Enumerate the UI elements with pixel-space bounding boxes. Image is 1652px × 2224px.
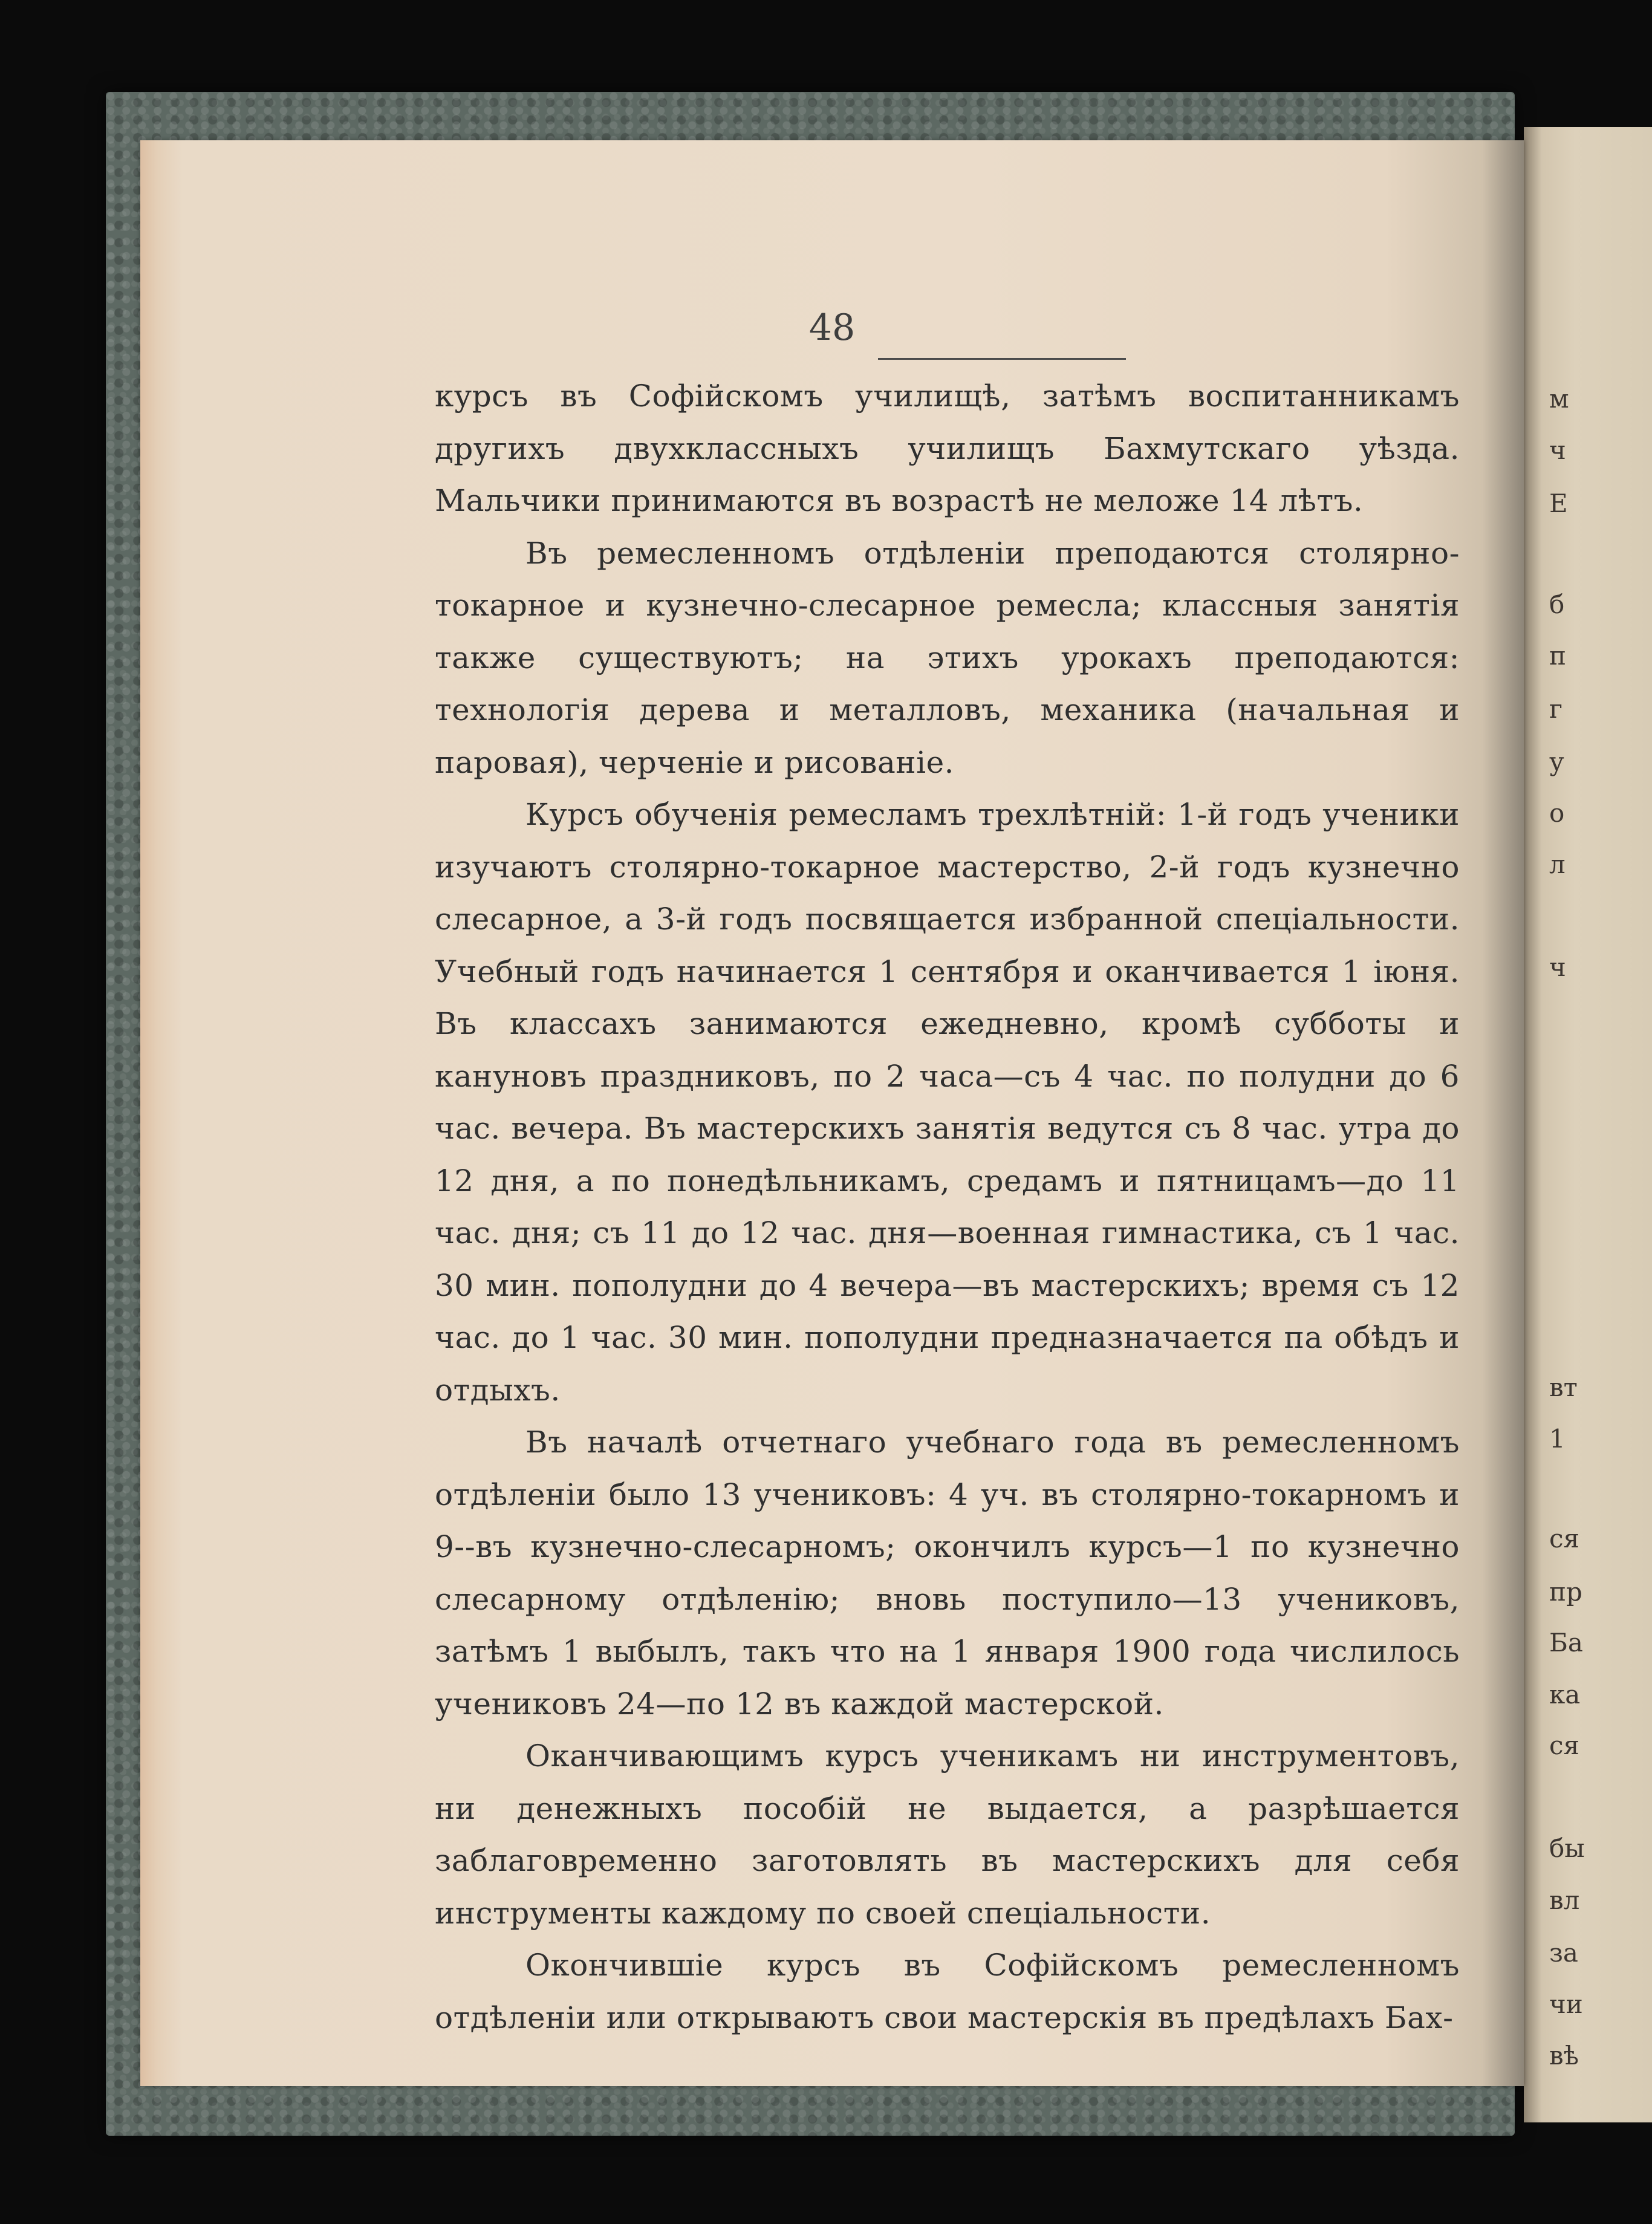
next-page-fragment: п (1549, 641, 1566, 671)
next-page-fragment: г (1549, 694, 1563, 724)
paragraph: Въ началѣ отчетнаго учебнаго года въ ремесленномъ отдѣленіи было 13 учениковъ: 4 уч. въ столярно-токарномъ и 9--въ кузнечно-слесарномъ; окончилъ курсъ—1 по кузнечно слесарному отдѣленію; вновь поступило—13 учениковъ, затѣмъ 1 выбылъ, такъ что на 1 января 1900 года числилось учениковъ 24—по 12 въ каждой мастерской. (435, 1425, 1460, 1722)
next-page-fragment: м (1549, 384, 1569, 414)
next-page-fragment: у (1549, 747, 1564, 776)
next-page-fragment: б (1549, 590, 1565, 619)
next-page-edge (1524, 127, 1652, 2122)
next-page-fragment: бы (1549, 1833, 1585, 1863)
header-rule (878, 358, 1126, 360)
next-page-fragment: Ба (1549, 1628, 1583, 1657)
paragraph: Въ ремесленномъ отдѣленіи преподаются столярно-токарное и кузнечно-слесарное ремесла; классныя занятія также существуютъ; на этихъ урокахъ преподаются: технологія дерева и металловъ, механика (начальная и паровая), черченіе и рисованіе. (435, 535, 1460, 780)
next-page-fragment: за (1549, 1938, 1578, 1968)
paragraph: Окончившіе курсъ въ Софійскомъ ремесленномъ отдѣленіи или открываютъ свои мастерскія въ предѣлахъ Бах- (435, 1948, 1460, 2035)
next-page-fragment: вл (1549, 1885, 1580, 1915)
page-body (435, 370, 1460, 2044)
paragraph: курсъ въ Софійскомъ училищѣ, затѣмъ воспитанникамъ другихъ двухклассныхъ училищъ Бахмутскаго уѣзда. Мальчики принимаются въ возрастѣ не меложе 14 лѣтъ. (435, 379, 1460, 518)
next-page-fragment: ч (1549, 435, 1566, 465)
next-page-fragment: ся (1549, 1524, 1580, 1553)
next-page-fragment: л (1549, 850, 1566, 879)
next-page-fragment: о (1549, 798, 1565, 828)
next-page-fragment: ка (1549, 1680, 1581, 1709)
page-number: 48 (808, 307, 856, 349)
next-page-fragment: ся (1549, 1731, 1580, 1760)
next-page-fragment: 1 (1549, 1424, 1566, 1454)
next-page-fragment: ч (1549, 952, 1566, 982)
book-page (140, 140, 1524, 2086)
next-page-fragment: вт (1549, 1373, 1578, 1402)
next-page-fragment: Е (1549, 489, 1568, 518)
next-page-fragment: пр (1549, 1577, 1582, 1607)
paragraph: Курсъ обученія ремесламъ трехлѣтній: 1-й годъ ученики изучаютъ столярно-токарное мастерство, 2-й годъ кузнечно слесарное, а 3-й годъ посвящается избранной спеціальности. Учебный годъ начинается 1 сентября и оканчивается 1 іюня. Въ классахъ занимаются ежедневно, кромѣ субботы и кануновъ праздниковъ, по 2 часа—съ 4 час. по полудни до 6 час. вечера. Въ мастерскихъ занятія ведутся съ 8 час. утра до 12 дня, а по понедѣльникамъ, средамъ и пятницамъ—до 11 час. дня; съ 11 до 12 час. дня—военная гимнастика, съ 1 час. 30 мин. пополудни до 4 вечера—въ мастерскихъ; время съ 12 час. до 1 час. 30 мин. пополудни предназначается па обѣдъ и отдыхъ. (435, 797, 1460, 1408)
paragraph: Оканчивающимъ курсъ ученикамъ ни инструментовъ, ни денежныхъ пособій не выдается, а разрѣшается заблаговременно заготовлять въ мастерскихъ для себя инструменты каждому по своей спеціальности. (435, 1738, 1460, 1931)
next-page-fragment: чи (1549, 1989, 1583, 2019)
next-page-fragment: вѣ (1549, 2041, 1579, 2070)
